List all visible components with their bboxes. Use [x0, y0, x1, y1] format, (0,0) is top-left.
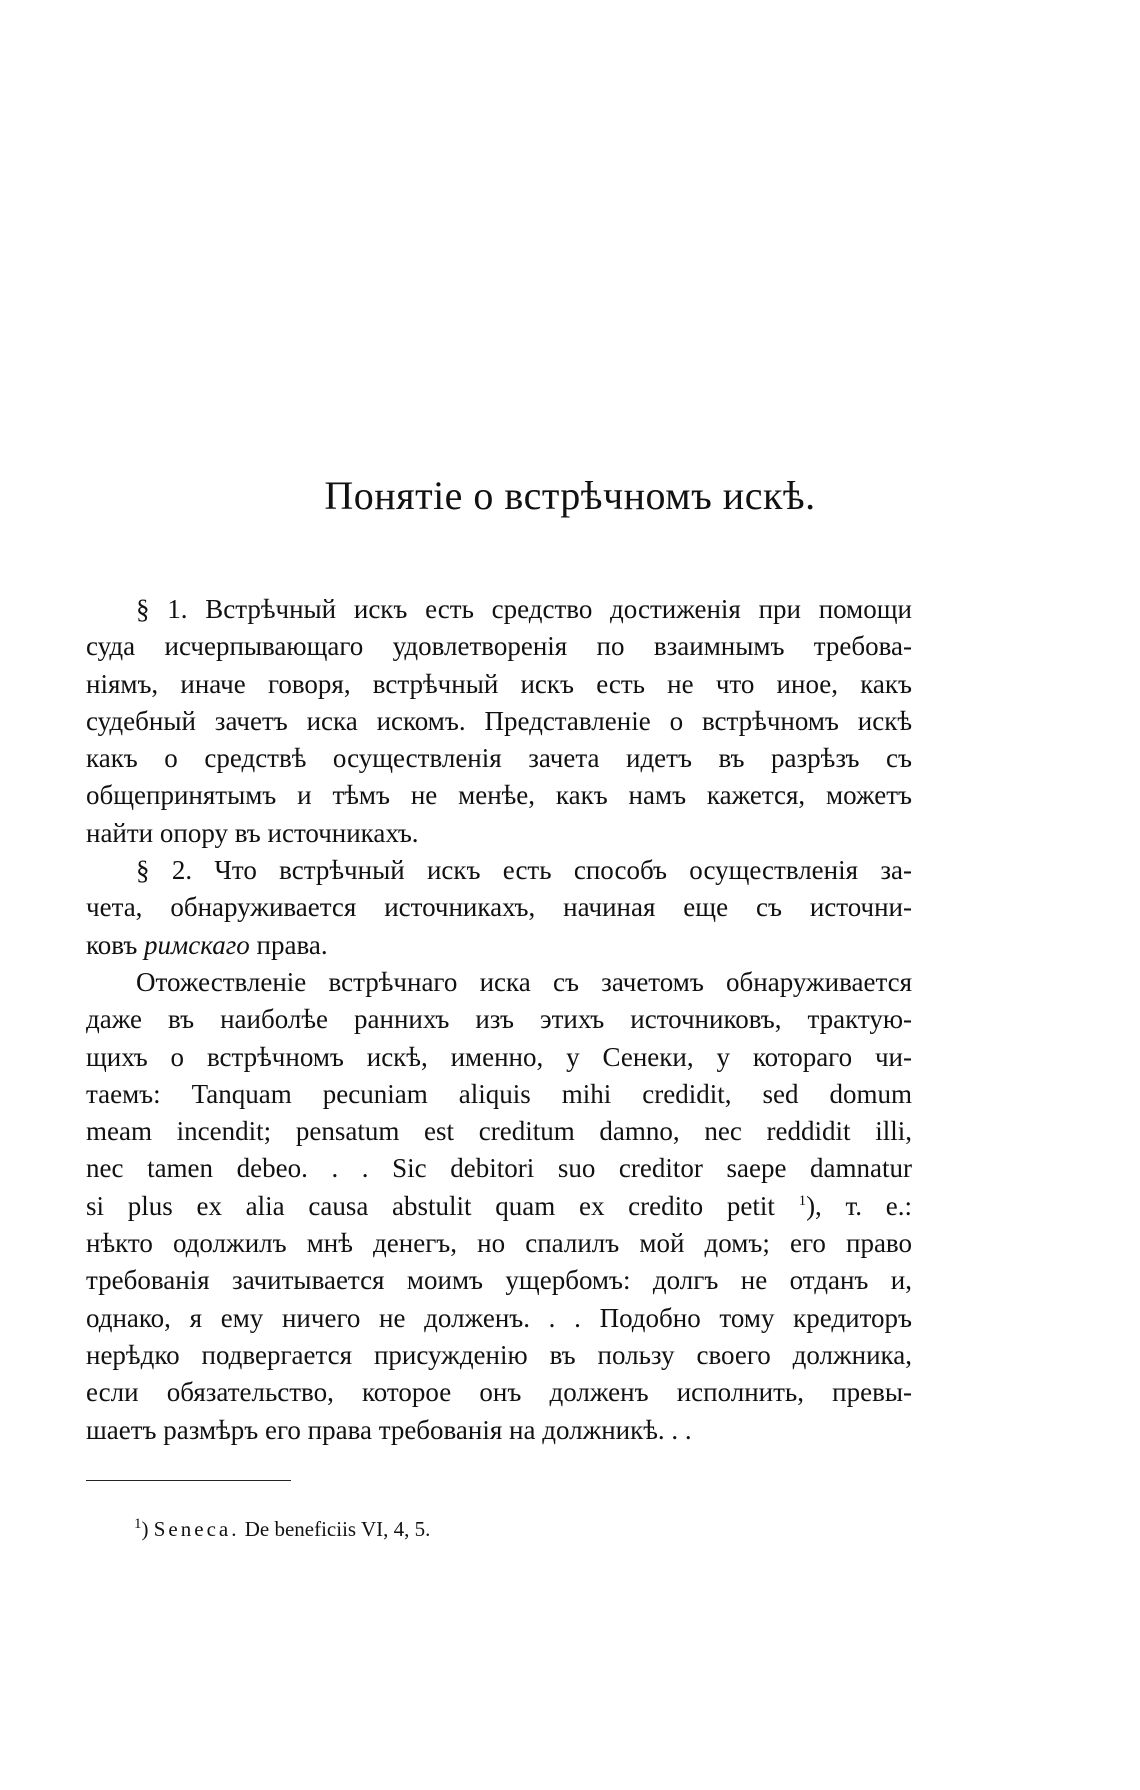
text-line: нерѣдко подвергается присужденію въ пользу своего должника, — [86, 1339, 912, 1370]
text-line: судебный зачетъ иска искомъ. Представленіе о встрѣчномъ искѣ — [86, 705, 912, 736]
footnote-mark: 1 — [134, 1516, 142, 1532]
text-line: щихъ о встрѣчномъ искѣ, именно, у Сенеки, у котораго чи- — [86, 1041, 912, 1072]
text-line: чета, обнаруживается источникахъ, начиная еще съ источни- — [86, 892, 912, 923]
text-line: нѣкто одолжилъ мнѣ денегъ, но спалилъ мой домъ; его право — [86, 1228, 912, 1259]
footnote: $^1$) Seneca. De beneficiis VI, 4, 5. — [134, 1516, 431, 1541]
text-segment: права. — [249, 929, 328, 960]
text-line: даже въ наиболѣе раннихъ изъ этихъ источниковъ, трактую- — [86, 1004, 912, 1035]
text-line: общепринятымъ и тѣмъ не менѣе, какъ намъ кажется, можетъ — [86, 780, 912, 811]
text-line: шаетъ размѣръ его права требованія на должникѣ. . . — [86, 1414, 692, 1445]
text-line: таемъ: Tanquam pecuniam aliquis mihi credidit, sed domum — [86, 1078, 912, 1109]
footnote-divider — [86, 1480, 291, 1481]
text-line: § 2. Что встрѣчный искъ есть способъ осуществленія за- — [136, 855, 912, 886]
text-line — [86, 1188, 912, 1225]
text-line: суда исчерпывающаго удовлетворенія по взаимнымъ требова- — [86, 631, 912, 662]
text-line: требованія зачитывается моимъ ущербомъ: долгъ не отданъ и, — [86, 1265, 912, 1296]
text-segment: si plus ex alia causa abstulit quam ex credito petit — [86, 1190, 799, 1221]
italic-term: римскаго — [144, 929, 250, 960]
text-line: однако, я ему ничего не долженъ. . . Подобно тому кредиторъ — [86, 1302, 912, 1333]
text-segment: ковъ — [86, 929, 145, 960]
chapter-title: Понятіе о встрѣчномъ искѣ. — [324, 473, 816, 518]
footnote-author: Seneca. — [153, 1517, 240, 1541]
text-line: meam incendit; pensatum est creditum damno, nec reddidit illi, — [86, 1116, 912, 1147]
text-line: ніямъ, иначе говоря, встрѣчный искъ есть не что иное, какъ — [86, 668, 912, 699]
text-line: какъ о средствѣ осуществленія зачета идетъ въ разрѣзъ съ — [86, 743, 912, 774]
text-line — [86, 927, 912, 964]
text-segment: ), т. е.: — [806, 1190, 912, 1221]
footnote-ref: 1 — [798, 1192, 807, 1209]
text-line: § 1. Встрѣчный искъ есть средство достиженія при помощи — [136, 594, 912, 624]
text-line: nec tamen debeo. . . Sic debitori suo creditor saepe damnatur — [86, 1153, 912, 1184]
footnote-work: De beneficiis VI, 4, 5. — [239, 1517, 431, 1541]
text-line: найти опору въ источникахъ. — [86, 817, 419, 848]
body-text — [86, 591, 912, 1449]
text-line: Отожествленіе встрѣчнаго иска съ зачетомъ обнаруживается — [136, 966, 912, 997]
text-line: если обязательство, которое онъ долженъ исполнить, превы- — [86, 1377, 912, 1408]
